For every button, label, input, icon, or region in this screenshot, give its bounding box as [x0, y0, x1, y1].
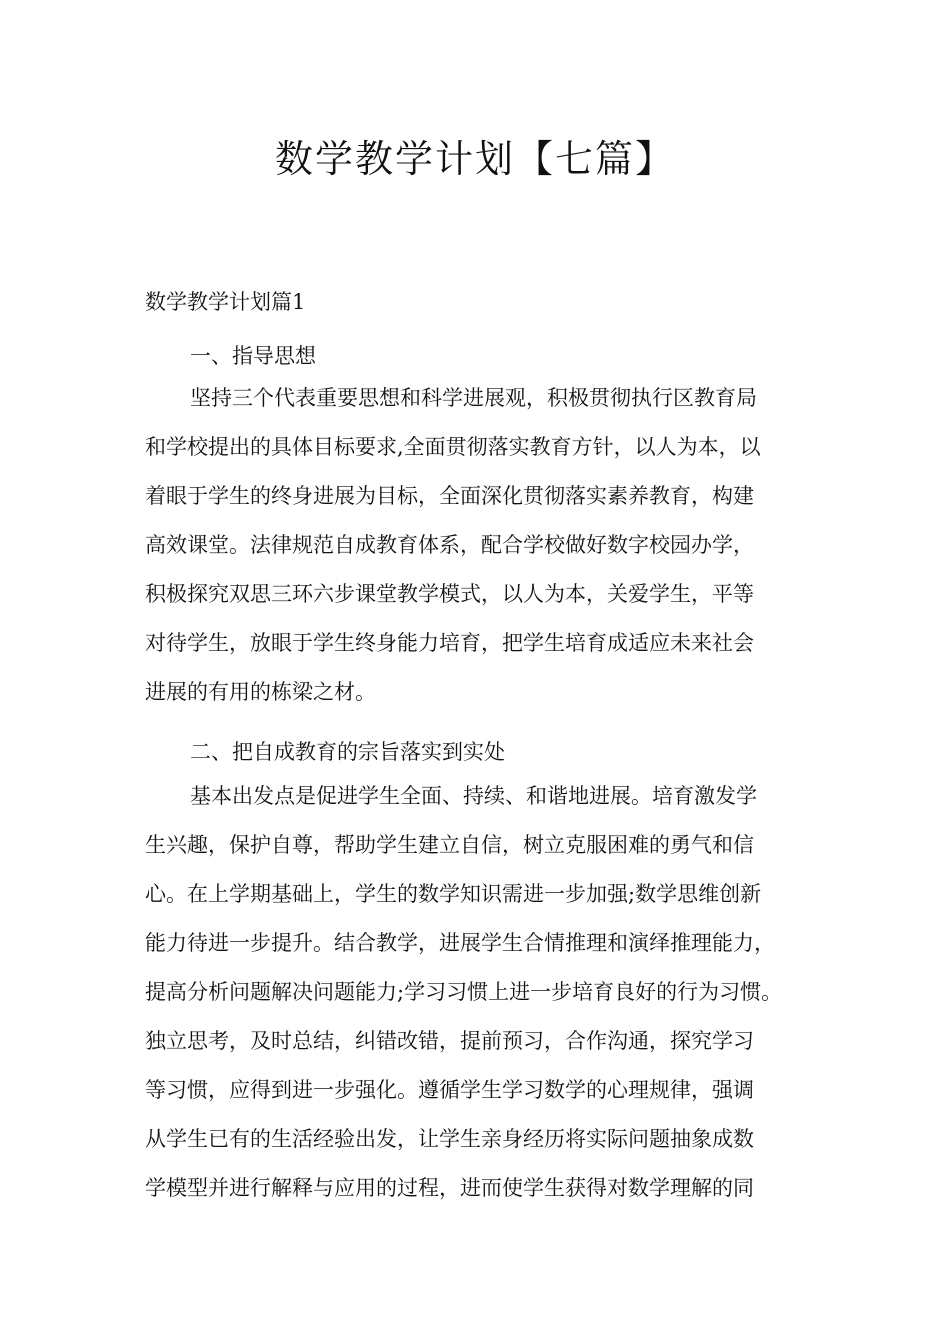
paragraph-line: 对待学生，放眼于学生终身能力培育，把学生培育成适应未来社会 — [145, 631, 754, 655]
paragraph-line: 学模型并进行解释与应用的过程，进而使学生获得对数学理解的同 — [145, 1176, 754, 1200]
heading-guiding-thought: 一、指导思想 — [190, 344, 316, 368]
paragraph-line: 和学校提出的具体目标要求,全面贯彻落实教育方针，以人为本，以 — [145, 435, 761, 459]
paragraph-guiding-thought — [145, 374, 813, 717]
paragraph-line: 独立思考，及时总结，纠错改错，提前预习，合作沟通，探究学习 — [145, 1029, 754, 1053]
paragraph-line: 提高分析问题解决问题能力;学习习惯上进一步培育良好的行为习惯。 — [145, 980, 783, 1004]
heading-implementation: 二、把自成教育的宗旨落实到实处 — [190, 740, 505, 764]
paragraph-line: 等习惯，应得到进一步强化。遵循学生学习数学的心理规律，强调 — [145, 1078, 754, 1102]
paragraph-line: 能力待进一步提升。结合教学，进展学生合情推理和演绎推理能力， — [145, 931, 775, 955]
paragraph-line: 进展的有用的栋梁之材。 — [145, 680, 376, 704]
paragraph-line: 积极探究双思三环六步课堂教学模式，以人为本，关爱学生，平等 — [145, 582, 754, 606]
paragraph-line: 从学生已有的生活经验出发，让学生亲身经历将实际问题抽象成数 — [145, 1127, 754, 1151]
paragraph-line: 高效课堂。法律规范自成教育体系，配合学校做好数字校园办学， — [145, 533, 754, 557]
paragraph-line: 基本出发点是促进学生全面、持续、和谐地进展。培育激发学 — [190, 784, 757, 808]
document-title: 数学教学计划【七篇】 — [274, 137, 675, 181]
paragraph-line: 生兴趣，保护自尊，帮助学生建立自信，树立克服困难的勇气和信 — [145, 833, 754, 857]
paragraph-line: 着眼于学生的终身进展为目标，全面深化贯彻落实素养教育，构建 — [145, 484, 754, 508]
paragraph-line: 坚持三个代表重要思想和科学进展观，积极贯彻执行区教育局 — [190, 386, 757, 410]
paragraph-line: 心。在上学期基础上，学生的数学知识需进一步加强;数学思维创新 — [145, 882, 762, 906]
paragraph-implementation — [145, 772, 813, 1213]
section-label: 数学教学计划篇1 — [145, 290, 306, 314]
